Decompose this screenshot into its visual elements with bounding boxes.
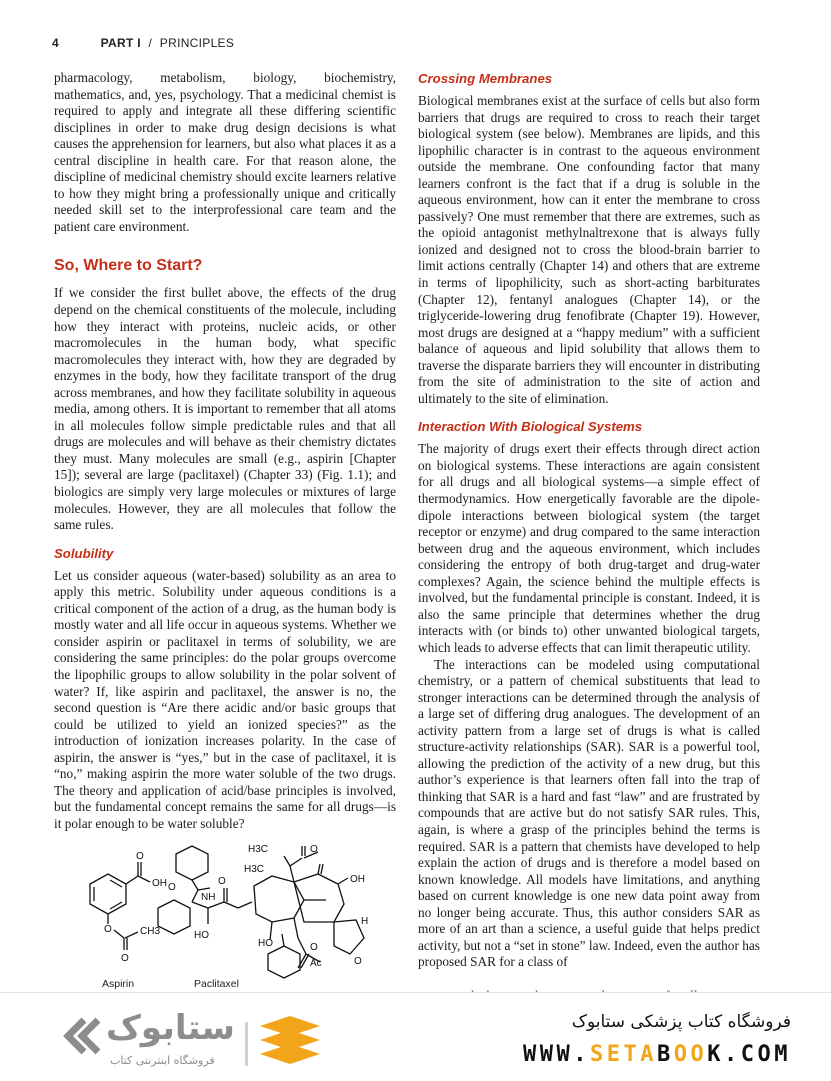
- page-number: 4: [52, 36, 59, 50]
- paclitaxel-ester-o: O: [218, 876, 226, 887]
- paclitaxel-h3c-b: H3C: [248, 844, 269, 855]
- heading-crossing-membranes: Crossing Membranes: [418, 71, 553, 86]
- paclitaxel-ho-side: HO: [194, 930, 209, 941]
- paclitaxel-oh: OH: [350, 874, 365, 885]
- url-accent-2: OO: [673, 1042, 708, 1067]
- chemical-structures: [58, 842, 403, 982]
- start-paragraph: If we consider the first bullet above, the effects of the drug depend on the chemical constituents of the molecule, including how they interact with proteins, nucleic acids, or other macromolecules in the human body, what specific macromolecules they interact with, how they are degraded by enzymes in the body, how they facilitate transport of the drug across membranes, and how they facilitate solubility in aqueous media, among others. It is important to remember that all atoms in all molecules follow simple predictable rules and that all drugs are molecules and will behave as their chemistry dictates they must. Many molecules are small (e.g., aspirin [Chapter 15]); several are large (paclitaxel) (Chapter 33) (Fig. 1.1); and biologics are simply very large molecules or mixtures of large molecules. However, they are all molecules that follow the same rules.: [54, 285, 396, 533]
- membranes-paragraph: Biological membranes exist at the surface of cells but also form barriers that drugs are required to cross to reach their target biological system (see below). Membranes are lipids, and this lipophilic character is in contrast to the aqueous environment outside the membrane. One confounding factor that many learners confront is the fact that if a drug is soluble in the aqueous environment, how can it enter the membrane to cross passively? One must remember that there are extremes, such as the opioid antagonist methylnaltrexone that is always fully ionized and designed not to cross the blood-brain barrier to limit actions centrally (Chapter 14) and others that are extreme in terms of lipophilicity, such as short-acting barbiturates (Chapter 12), fentanyl analogues (Chapter 14), or the triglyceride-lowering drug fenofibrate (Chapter 19). However, most drugs are designed at a “happy medium” with a sufficient balance of aqueous and lipid solubility that allows them to traverse the disparate barriers they will encounter in distributing from the site of administration to the site of action and ultimately to the site of elimination.: [418, 93, 760, 406]
- running-header: [52, 36, 234, 56]
- solubility-paragraph: Let us consider aqueous (water-based) solubility as an area to apply this metric. Solubility under aqueous conditions is a critical component of the action of a drug, as the human body is mostly water and all life occur in aqueous systems. Whether we consider aspirin or paclitaxel in terms of solubility, we are considering the same principles: do the polar groups overcome the lipophilic groups to allow solubility in the polar solvent of water? If, like aspirin and paclitaxel, the answer is no, the second question is “Are there acidic and/or basic groups that could be utilized to yield an ionized species?” as the introduction of ionization increases polarity. In the case of aspirin, the answer is “yes,” but in the case of paclitaxel, it is “no,” making aspirin the more water soluble of the two drugs. The theory and application of acid/base principles is involved, but the fundamental concept remains the same for all drugs—is it polar enough to be water soluble?: [54, 567, 396, 831]
- paclitaxel-ac: Ac: [310, 958, 322, 969]
- header-separator: /: [148, 36, 153, 50]
- logo-subtext: فروشگاه اینترنتی کتاب: [110, 1054, 215, 1067]
- left-column: [54, 70, 396, 832]
- section-label: PRINCIPLES: [159, 36, 235, 50]
- paclitaxel-amide-o: O: [168, 882, 176, 893]
- aspirin-oh: OH: [152, 878, 167, 889]
- heading-interaction: Interaction With Biological Systems: [418, 419, 643, 435]
- paclitaxel-h: H: [361, 916, 369, 927]
- heading-where-to-start: So, Where to Start?: [54, 257, 203, 275]
- paclitaxel-nh: NH: [201, 892, 216, 903]
- url-suffix: K.COM: [707, 1042, 791, 1067]
- url-mid: B: [657, 1042, 674, 1067]
- setabook-logo: [40, 1008, 340, 1074]
- aspirin-carbonyl-o: O: [136, 851, 144, 862]
- shop-url[interactable]: [523, 1042, 791, 1067]
- paclitaxel-structure: [158, 844, 368, 978]
- url-prefix: WWW.: [523, 1042, 591, 1067]
- aspirin-structure: [90, 851, 167, 964]
- paclitaxel-oxetane-o: O: [310, 942, 318, 953]
- shop-name: فروشگاه کتاب پزشکی ستابوک: [571, 1012, 791, 1032]
- url-accent-1: SETA: [590, 1042, 658, 1067]
- label-aspirin: Aspirin: [102, 978, 135, 990]
- logo-text: ستابوک: [106, 1008, 235, 1048]
- right-column: [418, 70, 760, 971]
- paclitaxel-ho: HO: [258, 938, 273, 949]
- intro-paragraph: pharmacology, metabolism, biology, biochemistry, mathematics, and, yes, psychology. That a medicinal chemist is required to apply and integrate all these differing scientific disciplines in order to make drug design decisions is what causes the apprehension for learners, but also what places it as a central discipline in health care. For that reason alone, the discipline of medicinal chemistry should excite learners relative to how they might bring a professionally unique and critically needed skill set to the interprofessional care team and the patient care environment.: [54, 70, 396, 234]
- aspirin-ester-o: O: [104, 924, 112, 935]
- paclitaxel-acetyl-o: O: [310, 844, 318, 855]
- paclitaxel-h3c-a: H3C: [244, 864, 265, 875]
- figure-1-1: [58, 842, 403, 992]
- label-paclitaxel: Paclitaxel: [194, 978, 239, 990]
- paclitaxel-ring-o: O: [354, 956, 362, 967]
- interaction-paragraph-2: The interactions can be modeled using computational chemistry, or a pattern of chemical substituents that lead to stronger interactions can be determined through the analysis of a large set of differing drug analogues. The development of an activity pattern from a large set of drugs is what is called structure-activity relationships (SAR). SAR is a powerful tool, allowing the prediction of the activity of a new drug, but this author’s experience is that learners often fall into the trap of thinking that SAR is a hard and fast “law” and are frustrated by compounds that are active but do not satisfy SAR rules. This, again, is where a grasp of the principles behind the terms is required. SAR is a pattern that chemists have developed to help explain the action of drugs and is therefore a model based on known knowledge. All models have limitations, and anything based on current knowledge is one new data point away from no longer being accurate. Thus, this author considers SAR as more of an art than a science, a useful guide that helps predict activity, but not a “set in stone” law. Indeed, even the author has proposed SAR for a class of: [418, 656, 760, 970]
- interaction-paragraph-1: The majority of drugs exert their effects through direct action on biological systems. These interactions are again consistent for all drugs and all biological systems—a simple effect of thermodynamics. How energetically favorable are the dipole-dipole interactions between biological system (the target receptor or enzyme) and drug compared to the same interaction between drug and the aqueous environment, which includes considering the entropy of both drug-target and drug-water complexes? Again, the science behind the multiple effects is involved, but the fundamental principle is constant. Indeed, it is also the same principle that determines whether the drug interacts with (or binds to) other unwanted biological targets, which leads to adverse effects that can limit therapeutic utility.: [418, 441, 760, 655]
- part-label: PART I: [100, 36, 141, 50]
- aspirin-ch3: CH3: [140, 926, 161, 937]
- heading-solubility: Solubility: [54, 545, 114, 561]
- aspirin-acetyl-o: O: [121, 953, 129, 964]
